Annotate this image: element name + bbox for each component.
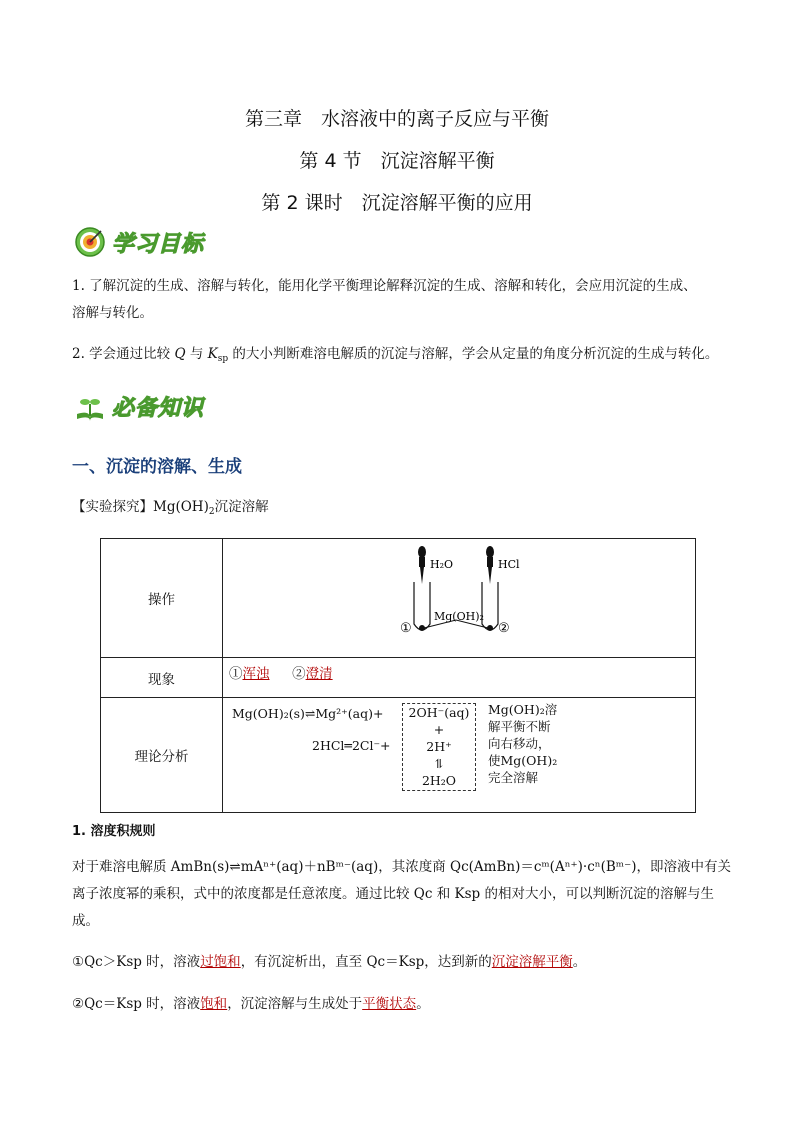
analysis-note: Mg(OH)₂溶 解平衡不断 向右移动， 使Mg(OH)₂ 完全溶解 (488, 702, 558, 785)
dropper-icon (486, 546, 494, 584)
test-tube-icon (414, 582, 430, 630)
test-tube-icon (482, 582, 498, 630)
knowledge-banner-text: 必备知识 (112, 395, 205, 421)
objectives-banner-text: 学习目标 (112, 231, 205, 257)
section-title: 第 4 节 沉淀溶解平衡 (299, 150, 495, 172)
row-label-operation: 操作 (101, 539, 223, 658)
answer-supersaturated: 过饱和 (200, 954, 241, 970)
reagent-left: H₂O (430, 558, 454, 571)
tube-left-label: ① (400, 621, 412, 636)
equation-1: Mg(OH)₂(s)⇌Mg²⁺(aq)+ (232, 706, 384, 721)
analysis-cell (223, 698, 696, 813)
rule-paragraph: 对于难溶电解质 AmBn(s)⇌mAⁿ⁺(aq)＋nBᵐ⁻(aq)，其浓度商 Qc(AmBn)＝cᵐ(Aⁿ⁺)·cⁿ(Bᵐ⁻)，即溶液中有关 离子浓度幂的乘积，式中的浓度都是任意浓度。通过比较 Qc 和 Ksp 的相对大小，可以判断沉淀的溶解与生 成。 (72, 859, 731, 929)
lesson-title: 第 2 课时 沉淀溶解平衡的应用 (261, 192, 533, 214)
tube-right-label: ② (498, 621, 510, 636)
answer-equilibrium-state: 平衡状态 (362, 996, 417, 1012)
condition-1: ①Qc＞Ksp 时，溶液过饱和，有沉淀析出，直至 Qc＝Ksp，达到新的沉淀溶解平衡。 (72, 954, 587, 970)
row-label-analysis: 理论分析 (101, 698, 223, 813)
dropper-icon (418, 546, 426, 584)
objective-2: 2. 学会通过比较 Q 与 $K_{sp}$ 的大小判断难溶电解质的沉淀与溶解，学会从定量的角度分析沉淀的生成与转化。 (72, 346, 719, 364)
condition-2: ②Qc＝Ksp 时，溶液饱和，沉淀溶解与生成处于平衡状态。 (72, 996, 430, 1012)
rule-heading: 1. 溶度积规则 (72, 824, 156, 839)
experiment-table (100, 538, 696, 813)
answer-saturated: 饱和 (200, 996, 228, 1012)
phenomenon-2: 澄清 (305, 666, 333, 682)
apparatus-cell (223, 539, 696, 658)
knowledge-banner (74, 390, 204, 422)
phenomenon-1: 浑浊 (242, 666, 270, 682)
equation-2: 2HCl═2Cl⁻+ (312, 738, 391, 753)
ion-reaction-box: 2OH⁻(aq) + 2H⁺ ⥮ 2H₂O (402, 703, 476, 791)
apparatus-diagram (224, 540, 694, 656)
objective-1: 1. 了解沉淀的生成、溶解与转化，能用化学平衡理论解释沉淀的生成、溶解和转化，会应用沉淀的生成、 溶解与转化。 (72, 278, 697, 321)
reagent-right: HCl (498, 558, 520, 571)
precipitate-label: Mg(OH)₂ (434, 610, 484, 623)
experiment-label: 【实验探究】$Mg(OH)_2$沉淀溶解 (72, 499, 269, 517)
section-heading: 一、沉淀的溶解、生成 (72, 457, 242, 477)
row-label-phenomenon: 现象 (101, 658, 223, 698)
phenomenon-cell: ①浑浊 ②澄清 (223, 658, 696, 698)
objectives-banner (74, 226, 204, 258)
answer-new-equilibrium: 沉淀溶解平衡 (491, 954, 573, 970)
chapter-title: 第三章 水溶液中的离子反应与平衡 (244, 108, 549, 130)
target-icon (74, 226, 106, 258)
plant-book-icon (74, 390, 106, 422)
